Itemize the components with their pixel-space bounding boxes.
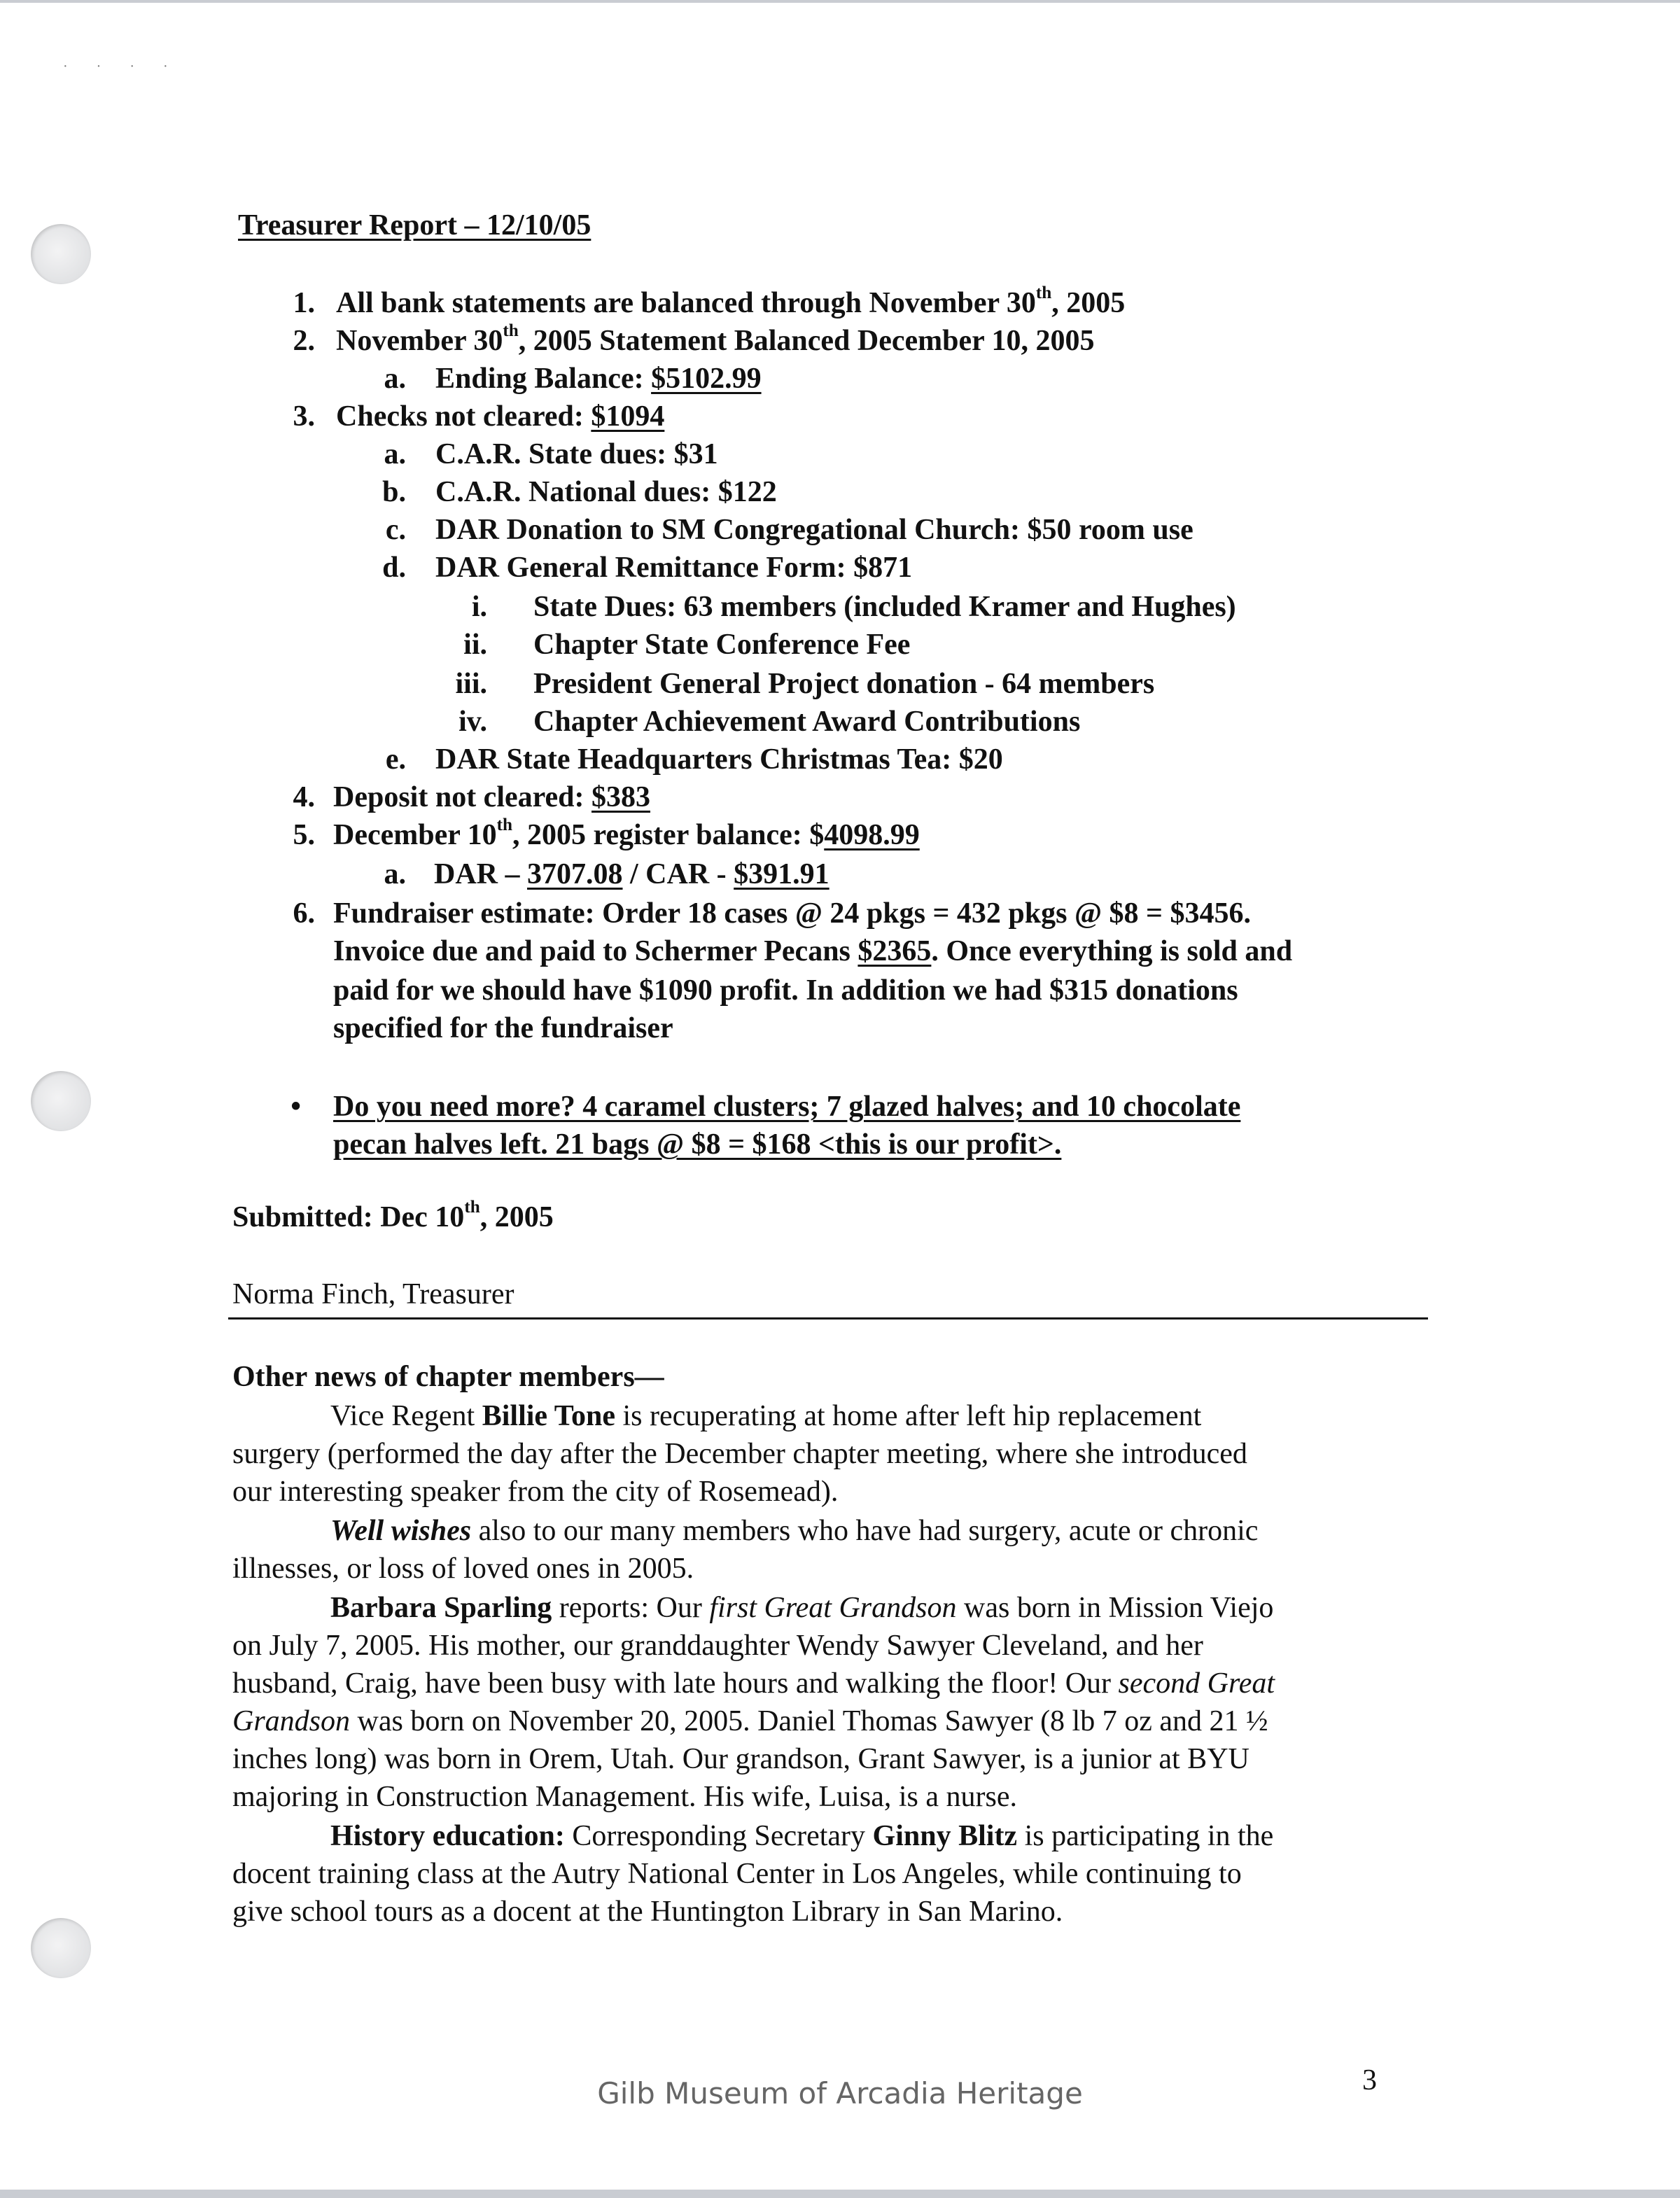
item-text: DAR – 3707.08 / CAR - $391.91 — [434, 858, 830, 890]
item-text: Deposit not cleared: $383 — [333, 781, 650, 813]
news-p3-line-3: husband, Craig, have been busy with late hours and walking the floor! Our second Great — [232, 1667, 1275, 1700]
report-title: Treasurer Report – 12/10/05 — [238, 209, 592, 241]
item-text: C.A.R. National dues: $122 — [435, 476, 777, 508]
item-text: DAR Donation to SM Congregational Church: $50 room use — [435, 514, 1194, 546]
scan-edge-top — [0, 0, 1680, 3]
item-text: Ending Balance: $5102.99 — [435, 363, 762, 395]
item-letter: a. — [384, 858, 406, 890]
news-p1-line-1: Vice Regent Billie Tone is recuperating at home after left hip replacement — [330, 1400, 1202, 1432]
item-text: Chapter Achievement Award Contributions — [533, 706, 1081, 738]
scan-specks: · · · · — [63, 59, 181, 74]
item-6-line-3: paid for we should have $1090 profit. In addition we had $315 donations — [333, 974, 1238, 1007]
news-p4-line-2: docent training class at the Autry National Center in Los Angeles, while continuing to — [232, 1858, 1242, 1890]
item-text: November 30th, 2005 Statement Balanced December 10, 2005 — [336, 321, 1095, 357]
item-text: C.A.R. State dues: $31 — [435, 438, 718, 470]
deposit-value: $383 — [592, 781, 650, 813]
item-text: December 10th, 2005 register balance: $4098.99 — [333, 815, 920, 851]
item-letter: b. — [382, 476, 406, 508]
punch-hole-top — [31, 224, 91, 284]
item-text: Chapter State Conference Fee — [533, 629, 911, 661]
page-number: 3 — [1362, 2064, 1377, 2096]
signature: Norma Finch, Treasurer — [232, 1278, 514, 1310]
news-p4-line-1: History education: Corresponding Secretary Ginny Blitz is participating in the — [330, 1820, 1274, 1852]
news-p3-line-5: inches long) was born in Orem, Utah. Our grandson, Grant Sawyer, is a junior at BYU — [232, 1743, 1250, 1775]
news-p2-line-2: illnesses, or loss of loved ones in 2005. — [232, 1553, 694, 1585]
item-roman: iii. — [455, 668, 487, 700]
item-text: State Dues: 63 members (included Kramer and Hughes) — [533, 591, 1236, 623]
news-p4-line-3: give school tours as a docent at the Huntington Library in San Marino. — [232, 1896, 1063, 1928]
item-number: 4. — [293, 781, 315, 813]
news-p1-line-3: our interesting speaker from the city of Rosemead). — [232, 1476, 839, 1508]
ending-balance-value: $5102.99 — [651, 363, 762, 395]
item-text: President General Project donation - 64 members — [533, 668, 1155, 700]
bullet-line-2: pecan halves left. 21 bags @ $8 = $168 <this is our profit>. — [333, 1128, 1062, 1161]
punch-hole-bottom — [31, 1918, 91, 1978]
dar-balance: 3707.08 — [527, 858, 623, 890]
item-number: 1. — [293, 287, 315, 319]
item-text: DAR State Headquarters Christmas Tea: $20 — [435, 743, 1003, 776]
item-6-line-2: Invoice due and paid to Schermer Pecans $2365. Once everything is sold and — [333, 935, 1293, 967]
news-p3-line-1: Barbara Sparling reports: Our first Great Grandson was born in Mission Viejo — [330, 1592, 1274, 1624]
item-roman: iv. — [458, 706, 487, 738]
bullet-mark: • — [290, 1091, 301, 1123]
news-p2-line-1: Well wishes also to our many members who have had surgery, acute or chronic — [330, 1515, 1259, 1547]
news-p3-line-2: on July 7, 2005. His mother, our granddaughter Wendy Sawyer Cleveland, and her — [232, 1630, 1203, 1662]
archive-footer: Gilb Museum of Arcadia Heritage — [597, 2076, 1083, 2110]
checks-not-cleared-value: $1094 — [591, 400, 665, 433]
item-number: 6. — [293, 897, 315, 930]
car-balance: $391.91 — [734, 858, 830, 890]
signature-rule — [228, 1317, 1428, 1320]
bullet-line-1: Do you need more? 4 caramel clusters; 7 glazed halves; and 10 chocolate — [333, 1091, 1241, 1123]
item-number: 2. — [293, 325, 315, 357]
item-text-line-1: Fundraiser estimate: Order 18 cases @ 24 pkgs = 432 pkgs @ $8 = $3456. — [333, 897, 1251, 930]
register-balance-value: 4098.99 — [824, 819, 920, 851]
item-letter: e. — [385, 743, 406, 776]
item-text: All bank statements are balanced through November 30th, 2005 — [336, 283, 1126, 319]
item-letter: a. — [384, 363, 406, 395]
item-roman: i. — [471, 591, 487, 623]
item-text: DAR General Remittance Form: $871 — [435, 552, 913, 584]
item-letter: d. — [382, 552, 406, 584]
scan-edge-bottom — [0, 2190, 1680, 2198]
item-text: Checks not cleared: $1094 — [336, 400, 665, 433]
item-number: 5. — [293, 819, 315, 851]
submitted-line: Submitted: Dec 10th, 2005 — [232, 1197, 554, 1233]
item-number: 3. — [293, 400, 315, 433]
news-heading: Other news of chapter members— — [232, 1361, 664, 1393]
punch-hole-middle — [31, 1071, 91, 1131]
item-6-line-4: specified for the fundraiser — [333, 1012, 673, 1044]
item-roman: ii. — [463, 629, 487, 661]
news-p3-line-6: majoring in Construction Management. His wife, Luisa, is a nurse. — [232, 1781, 1017, 1813]
news-p3-line-4: Grandson was born on November 20, 2005. Daniel Thomas Sawyer (8 lb 7 oz and 21 ½ — [232, 1705, 1268, 1737]
news-p1-line-2: surgery (performed the day after the December chapter meeting, where she introduced — [232, 1438, 1247, 1470]
invoice-value: $2365 — [858, 935, 932, 967]
item-letter: a. — [384, 438, 406, 470]
item-letter: c. — [385, 514, 406, 546]
